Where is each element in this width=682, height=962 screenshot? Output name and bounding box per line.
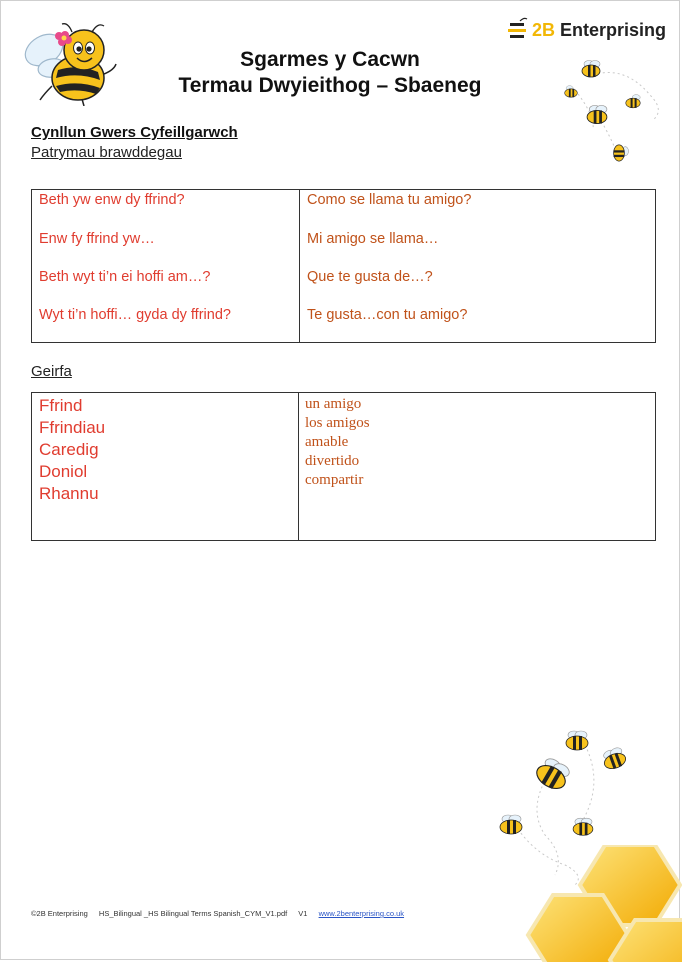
table-divider xyxy=(298,393,299,540)
welsh-word: Rhannu xyxy=(39,484,99,503)
bee-logo-icon xyxy=(508,17,530,43)
spanish-phrase: Que te gusta de…? xyxy=(307,269,433,285)
spanish-word: los amigos xyxy=(305,415,370,431)
welsh-word: Ffrindiau xyxy=(39,418,106,437)
brand-logo xyxy=(508,16,666,44)
footer-copyright: ©2B Enterprising xyxy=(31,909,88,918)
brand-name: 2B Enterprising xyxy=(532,19,667,40)
welsh-phrase: Beth wyt ti’n ei hoffi am…? xyxy=(39,269,211,285)
page-title-line1: Sgarmes y Cacwn xyxy=(240,48,420,71)
footer-filename: HS_Bilingual _HS Bilingual Terms Spanish_CYM_V1.pdf xyxy=(98,909,288,918)
spanish-word: divertido xyxy=(305,453,360,469)
spanish-phrase: Te gusta…con tu amigo? xyxy=(307,307,468,323)
bees-decoration-icon xyxy=(555,55,680,175)
footer xyxy=(31,909,404,918)
welsh-word: Doniol xyxy=(39,462,88,481)
page-title-line2: Termau Dwyieithog – Sbaeneg xyxy=(178,74,482,97)
footer-version: V1 xyxy=(298,909,308,918)
welsh-phrase: Wyt ti’n hoffi… gyda dy ffrind? xyxy=(39,307,231,323)
vocabulary-heading: Geirfa xyxy=(31,363,72,380)
spanish-word: un amigo xyxy=(305,396,362,412)
table-divider xyxy=(299,190,300,342)
honeycomb-icon xyxy=(505,845,682,962)
spanish-phrase: Mi amigo se llama… xyxy=(307,231,439,247)
vocabulary-table xyxy=(31,392,656,541)
spanish-word: compartir xyxy=(305,472,364,488)
spanish-phrase: Como se llama tu amigo? xyxy=(307,192,472,208)
spanish-vocabulary-column xyxy=(305,395,370,490)
welsh-word: Caredig xyxy=(39,440,99,459)
sentence-patterns-table xyxy=(31,189,656,343)
welsh-word: Ffrind xyxy=(39,396,83,415)
bee-mascot-icon xyxy=(22,20,122,106)
spanish-word: amable xyxy=(305,434,349,450)
footer-website-link[interactable]: www.2benterprising.co.uk xyxy=(318,909,405,918)
welsh-vocabulary-column xyxy=(39,395,105,505)
welsh-phrase: Beth yw enw dy ffrind? xyxy=(39,192,185,208)
lesson-heading: Cynllun Gwers Cyfeillgarwch xyxy=(31,124,238,141)
lesson-subheading: Patrymau brawddegau xyxy=(31,144,182,161)
welsh-phrase: Enw fy ffrind yw… xyxy=(39,231,155,247)
